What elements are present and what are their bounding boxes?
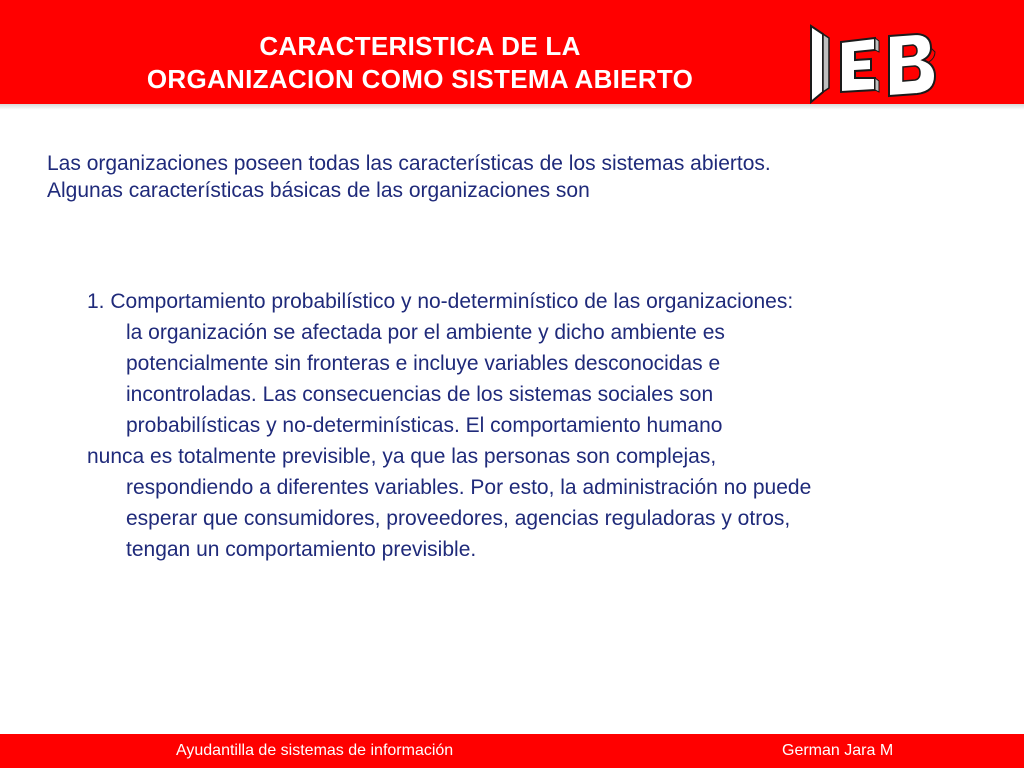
intro-paragraph [47, 150, 987, 204]
title-line-2: ORGANIZACION COMO SISTEMA ABIERTO [146, 64, 694, 94]
title-line-1: CARACTERISTICA DE LA [259, 31, 581, 61]
point-line: respondiendo a diferentes variables. Por esto, la administración no puede [126, 476, 812, 499]
footer-bar [0, 734, 1024, 768]
point-line: potencialmente sin fronteras e incluye variables desconocidas e [126, 352, 721, 375]
point-line: 1. Comportamiento probabilístico y no-determinístico de las organizaciones: [87, 290, 794, 313]
header-bar [0, 0, 1024, 104]
point-1-paragraph [87, 286, 987, 565]
point-line: nunca es totalmente previsible, ya que las personas son complejas, [87, 445, 717, 468]
footer-course: Ayudantilla de sistemas de información [176, 742, 454, 759]
footer-author: German Jara M [782, 742, 894, 759]
point-line: tengan un comportamiento previsible. [126, 538, 477, 561]
content-area [0, 110, 1024, 734]
intro-line-1: Las organizaciones poseen todas las características de los sistemas abiertos. [47, 152, 771, 175]
point-line: incontroladas. Las consecuencias de los sistemas sociales son [126, 383, 714, 406]
point-line: la organización se afectada por el ambiente y dicho ambiente es [126, 321, 725, 344]
point-line: probabilísticas y no-determinísticas. El comportamiento humano [126, 414, 723, 437]
point-line: esperar que consumidores, proveedores, agencias reguladoras y otros, [126, 507, 791, 530]
slide-title [60, 30, 780, 96]
intro-line-2: Algunas características básicas de las organizaciones son [47, 179, 590, 202]
ieb-logo [805, 22, 940, 106]
